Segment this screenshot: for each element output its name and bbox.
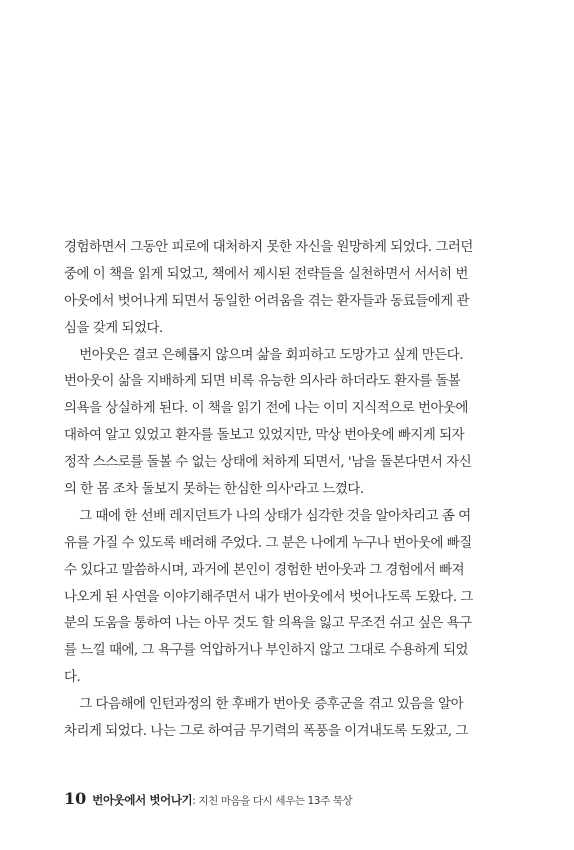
- body-line: 번아웃은 결코 은혜롭지 않으며 삶을 회피하고 도망가고 싶게 만든다.: [64, 347, 464, 363]
- body-line: 차리게 되었다. 나는 그로 하여금 무기력의 폭풍을 이겨내도록 도왔고, 그: [64, 724, 468, 740]
- body-line: 경험하면서 그동안 피로에 대처하지 못한 자신을 원망하게 되었다. 그러던: [64, 240, 473, 255]
- page-footer: [64, 789, 524, 813]
- body-text: [64, 235, 518, 746]
- body-line: 심을 갖게 되었다.: [64, 320, 163, 336]
- body-line: 나오게 된 사연을 이야기해주면서 내가 번아웃에서 벗어나도록 도왔다. 그: [64, 589, 473, 605]
- book-subtitle: : 지친 마음을 다시 세우는 13주 묵상: [192, 795, 353, 807]
- body-line: 분의 도움을 통하여 나는 아무 것도 할 의욕을 잃고 무조건 쉬고 싶은 욕구: [64, 616, 472, 632]
- body-line: 번아웃이 삶을 지배하게 되면 비록 유능한 의사라 하더라도 환자를 돌볼: [64, 374, 461, 390]
- body-line: 그 다음해에 인턴과정의 한 후배가 번아웃 증후군을 겪고 있음을 알아: [64, 697, 464, 713]
- body-line: 대하여 알고 있었고 환자를 돌보고 있었지만, 막상 번아웃에 빠지게 되자: [64, 428, 465, 444]
- body-line: 의 한 몸 조차 돌보지 못하는 한심한 의사'라고 느꼈다.: [64, 482, 364, 498]
- body-line: 다.: [64, 670, 81, 686]
- body-line: 수 있다고 말씀하시며, 과거에 본인이 경험한 번아웃과 그 경험에서 빠져: [64, 562, 465, 578]
- page-number: 10: [64, 789, 87, 808]
- book-title: 번아웃에서 벗어나기: [92, 793, 193, 807]
- body-line: 유를 가질 수 있도록 배려해 주었다. 그 분은 나에게 누구나 번아웃에 빠질: [64, 535, 472, 551]
- body-line: 중에 이 책을 읽게 되었고, 책에서 제시된 전략들을 실천하면서 서서히 번: [64, 266, 468, 282]
- body-line: 를 느낄 때에, 그 욕구를 억압하거나 부인하지 않고 그대로 수용하게 되었: [64, 643, 468, 659]
- body-line: 그 때에 한 선배 레지던트가 나의 상태가 심각한 것을 알아차리고 좀 여: [64, 508, 471, 524]
- body-line: 아웃에서 벗어나게 되면서 동일한 어려움을 겪는 환자들과 동료들에게 관: [64, 293, 470, 309]
- body-line: 정작 스스로를 돌볼 수 없는 상태에 처하게 되면서, '남을 돌본다면서 자신: [64, 455, 472, 471]
- body-line: 의욕을 상실하게 된다. 이 책을 읽기 전에 나는 이미 지식적으로 번아웃에: [64, 401, 468, 417]
